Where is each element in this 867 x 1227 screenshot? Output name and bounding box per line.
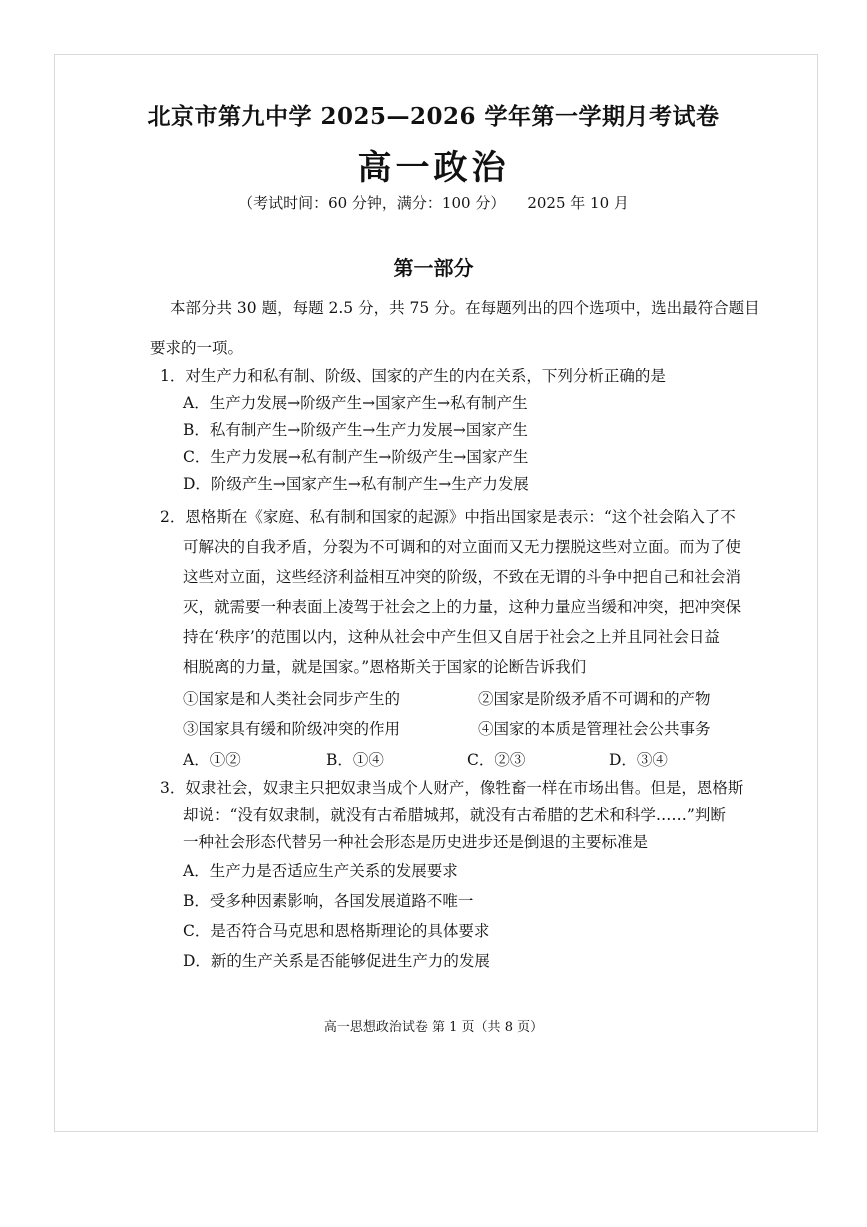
question-2-stem-line-4: 灭，就需要一种表面上凌驾于社会之上的力量，这种力量应当缓和冲突，把冲突保 bbox=[183, 598, 742, 616]
question-2-stem-line-6: 相脱离的力量，就是国家。”恩格斯关于国家的论断告诉我们 bbox=[183, 658, 587, 676]
question-2-stem-line-2: 可解决的自我矛盾，分裂为不可调和的对立面而又无力摆脱这些对立面。而为了使 bbox=[183, 538, 742, 556]
question-3-stem-line-2: 却说：“没有奴隶制，就没有古希腊城邦，就没有古希腊的艺术和科学……”判断 bbox=[183, 806, 726, 824]
exam-time: （考试时间：60 分钟，满分：100 分） bbox=[238, 194, 506, 212]
question-2-statement-2: ②国家是阶级矛盾不可调和的产物 bbox=[478, 690, 711, 708]
question-3-option-c: C．是否符合马克思和恩格斯理论的具体要求 bbox=[183, 922, 490, 940]
exam-info bbox=[0, 192, 867, 213]
section-intro-line-2: 要求的一项。 bbox=[150, 339, 244, 357]
question-1-option-a: A．生产力发展→阶级产生→国家产生→私有制产生 bbox=[183, 394, 528, 412]
question-2-stem-line-5: 持在‘秩序’的范围以内，这种从社会中产生但又自居于社会之上并且同社会日益 bbox=[183, 628, 720, 646]
exam-title: 北京市第九中学 2025—2026 学年第一学期月考试卷 bbox=[147, 103, 720, 130]
question-2-option-a: A．①② bbox=[183, 751, 241, 769]
question-2-option-c: C．②③ bbox=[467, 751, 526, 769]
question-2-stem-line-1: 2．恩格斯在《家庭、私有制和国家的起源》中指出国家是表示：“这个社会陷入了不 bbox=[160, 508, 736, 526]
question-1-option-d: D．阶级产生→国家产生→私有制产生→生产力发展 bbox=[183, 475, 529, 493]
exam-date: 2025 年 10 月 bbox=[527, 194, 629, 212]
question-2-statement-4: ④国家的本质是管理社会公共事务 bbox=[478, 720, 711, 738]
question-2-option-d: D．③④ bbox=[609, 751, 668, 769]
section-intro-line-1: 本部分共 30 题，每题 2.5 分，共 75 分。在每题列出的四个选项中，选出最符合题目 bbox=[170, 299, 760, 317]
question-2-statement-3: ③国家具有缓和阶级冲突的作用 bbox=[183, 720, 401, 738]
question-2-statement-1: ①国家是和人类社会同步产生的 bbox=[183, 690, 401, 708]
question-3-option-a: A．生产力是否适应生产关系的发展要求 bbox=[183, 862, 458, 880]
question-1-option-b: B．私有制产生→阶级产生→生产力发展→国家产生 bbox=[183, 421, 528, 439]
question-3-option-d: D．新的生产关系是否能够促进生产力的发展 bbox=[183, 952, 490, 970]
question-2-option-b: B．①④ bbox=[326, 751, 384, 769]
question-1-stem: 1．对生产力和私有制、阶级、国家的产生的内在关系，下列分析正确的是 bbox=[160, 367, 666, 385]
question-3-stem-line-3: 一种社会形态代替另一种社会形态是历史进步还是倒退的主要标准是 bbox=[183, 833, 649, 851]
question-3-option-b: B．受多种因素影响，各国发展道路不唯一 bbox=[183, 892, 474, 910]
section-title: 第一部分 bbox=[393, 256, 474, 280]
question-3-stem-line-1: 3．奴隶社会，奴隶主只把奴隶当成个人财产，像牲畜一样在市场出售。但是，恩格斯 bbox=[160, 779, 744, 797]
subject-title: 高一政治 bbox=[357, 148, 510, 188]
page-footer: 高一思想政治试卷 第 1 页（共 8 页） bbox=[323, 1020, 544, 1035]
question-2-stem-line-3: 这些对立面，这些经济利益相互冲突的阶级，不致在无谓的斗争中把自己和社会消 bbox=[183, 568, 742, 586]
question-1-option-c: C．生产力发展→私有制产生→阶级产生→国家产生 bbox=[183, 448, 529, 466]
